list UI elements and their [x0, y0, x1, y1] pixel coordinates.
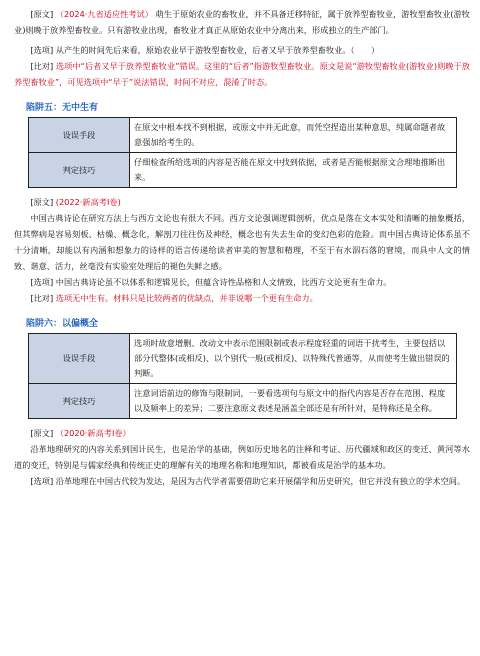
option-2 — [14, 274, 470, 290]
original-body: 中国古典诗论在研究方法上与西方文论也有很大不同。西方文论强调逻辑剖析，优点是落在文本实处和清晰的抽象概括，但其弊病是容易刻板、枯燥、概念化，解剖刀往往伤及神经，概念也有失去生命的变幻色彩的危险。而中国古典诗论体系虽不十分清晰，却能以有内涵和想象力的诗样的语言传递给读者审美的智慧和精理，不至于有水泅石落的窘境，而具中人文的情致、谐意、活力，丝毫没有实验室处理后的褪色失鲜之感。 — [14, 213, 470, 271]
trap-heading: 陷阱五：无中生有 — [26, 103, 99, 113]
source-label: (2022·新高考Ⅰ卷) — [55, 197, 121, 207]
original-body: 萌生于原始农业的畜牧业，并不具备迁移特征，属于放养型畜牧业，游牧型畜牧业(游牧业)则晚于放养型畜牧业。只有游牧业出现，畜牧业才真正从原始农业中分离出来，形成独立的生产部门。 — [14, 9, 470, 35]
analysis-tag: [比对] — [30, 293, 54, 303]
analysis-body: 选项无中生有。材料只是比较两者的优缺点，并非说哪一个更有生命力。 — [55, 293, 318, 303]
table-label-cell: 判定技巧 — [29, 153, 130, 188]
source-label: （2024·九省适应性考试） — [55, 9, 153, 19]
table-content-cell: 选项时故意增删、改动文中表示范围限制或表示程度轻重的词语干扰考生，主要包括以部分代整体(或相反)、以个别代一般(或相反)、以特殊代普通等，从而使考生做出错误的判断。 — [130, 334, 457, 384]
table-row — [29, 334, 457, 384]
original-body: 沿革地理研究的内容关系到国计民生，也是治学的基础，例如历史地名的注释和考证、历代疆域和政区的变迁、黄河等水道的变迁，特别是与儒家经典和传统正史的理解有关的地理名称和地理知识，都被看成是治学的基本功。 — [14, 444, 470, 470]
option-tag: [选项] — [30, 476, 54, 486]
analysis-2 — [14, 290, 470, 306]
table-label-cell: 设误手段 — [29, 334, 130, 384]
option-tag: [选项] — [30, 277, 54, 287]
table-row — [29, 118, 457, 153]
option-body: 从产生的时间先后来看，原始农业早于游牧型畜牧业，后者又早于放养型畜牧业。（ ） — [55, 45, 380, 55]
trap-heading: 陷阱六：以偏概全 — [26, 319, 99, 329]
table-label-cell: 判定技巧 — [29, 384, 130, 419]
option-3 — [14, 473, 470, 489]
table-content-cell: 在原文中根本找不到根据，或原文中并无此意，而凭空捏造出某种意思，纯属命题者故意强加给考生的。 — [130, 118, 457, 153]
source-label: （2020·新高考Ⅰ卷） — [55, 428, 131, 438]
option-1 — [14, 42, 470, 58]
original-tag: [原文] — [30, 197, 54, 207]
analysis-body: 选项中“后者又早于放养型畜牧业”错误。这里的“后者”指游牧型畜牧业。原文是说“游牧型畜牧业(游牧业)则晚于放养型畜牧业”，可见选项中“早于”说法错误，时间不对应，混淆了时态。 — [14, 61, 470, 87]
trap-table — [28, 333, 457, 419]
option-body: 沿革地理在中国古代较为发达，是因为古代学者需要借助它来开展儒学和历史研究，但它并没有独立的学术空间。 — [55, 476, 466, 486]
option-body: 中国古典诗论虽不以体系和逻辑见长，但蕴含诗性品格和人文情致，比西方文论更有生命力。 — [55, 277, 392, 287]
table-row — [29, 384, 457, 419]
option-tag: [选项] — [30, 45, 54, 55]
original-text-1 — [14, 6, 470, 38]
table-label-cell: 设误手段 — [29, 118, 130, 153]
analysis-1 — [14, 58, 470, 90]
original-tag: [原文] — [30, 9, 54, 19]
original-text-3 — [14, 425, 470, 441]
trap-table — [28, 117, 457, 188]
table-content-cell: 仔细检查所给选项的内容是否能在原文中找到依据，或者是否能根据原文合理地推断出来。 — [130, 153, 457, 188]
table-row — [29, 153, 457, 188]
original-text-2 — [14, 194, 470, 210]
table-content-cell: 注意词语前边的修饰与限制词，一要看选项句与原文中的指代内容是否存在范围、程度以及频率上的差异；二要注意原文表述是涵盖全部还是有所针对，是特称还是全称。 — [130, 384, 457, 419]
analysis-tag: [比对] — [30, 61, 54, 71]
original-tag: [原文] — [30, 428, 54, 438]
